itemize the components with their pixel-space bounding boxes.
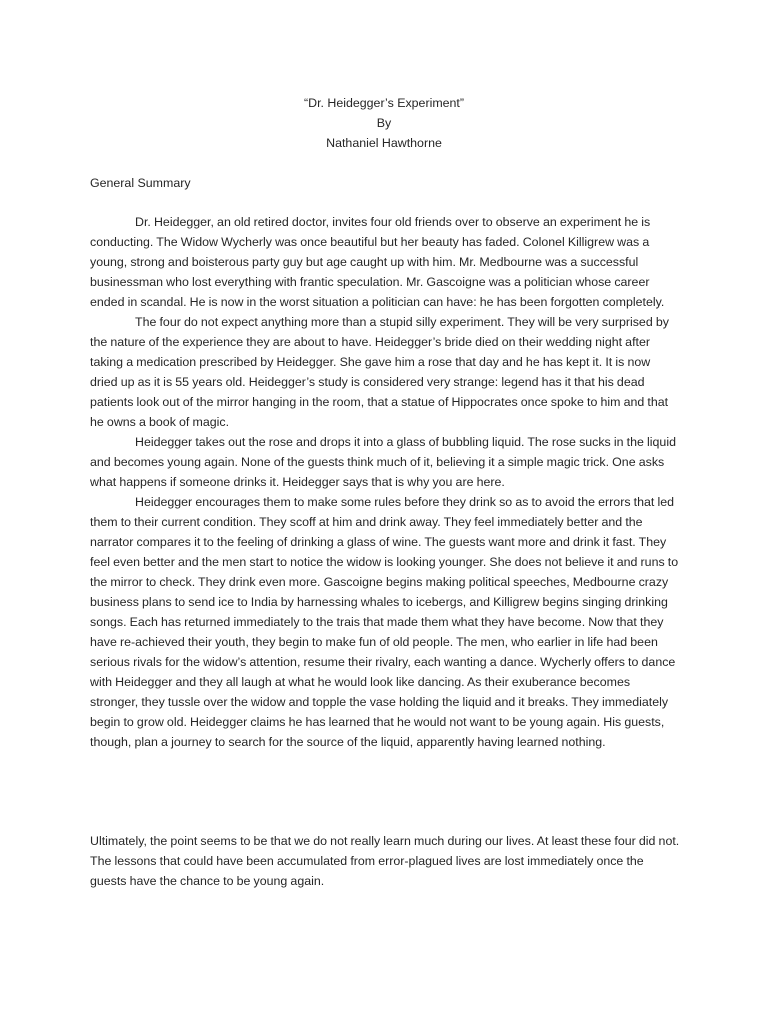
summary-paragraph-3: Heidegger takes out the rose and drops it into a glass of bubbling liquid. The rose sucks in the liquid and becomes young again. None of the guests think much of it, believing it a simple magic trick. One asks what happens if someone drinks it. Heidegger says that is why you are here.: [90, 435, 676, 489]
summary-paragraph-1: Dr. Heidegger, an old retired doctor, invites four old friends over to observe an experiment he is conducting. The Widow Wycherly was once beautiful but her beauty has faded. Colonel Killigrew was a young, strong and boisterous party guy but age caught up with him. Mr. Medbourne was a successful businessman who lost everything with frantic speculation. Mr. Gascoigne was a politician whose career ended in scandal. He is now in the worst situation a politician can have: he has been forgotten completely.: [90, 215, 665, 309]
summary-paragraph-4: Heidegger encourages them to make some rules before they drink so as to avoid the errors that led them to their current condition. They scoff at him and drink away. They feel immediately better and the narrator compares it to the feeling of drinking a glass of wine. The guests want more and drink it fast. They feel even better and the men start to notice the widow is looking younger. She does not believe it and runs to the mirror to check. They drink even more. Gascoigne begins making political speeches, Medbourne crazy business plans to send ice to India by harnessing whales to icebergs, and Killigrew begins singing drinking songs. Each has returned immediately to the trais that made them what they have become. Now that they have re-achieved their youth, they begin to make fun of old people. The men, who earlier in life had been serious rivals for the widow’s attention, resume their rivalry, each wanting a dance. Wycherly offers to dance with Heidegger and they all laugh at what he would look like dancing. As their exuberance becomes stronger, they tussle over the widow and topple the vase holding the liquid and it breaks. They immediately begin to grow old. Heidegger claims he has learned that he would not want to be young again. His guests, though, plan a journey to search for the source of the liquid, apparently having learned nothing.: [90, 495, 679, 749]
section-heading: General Summary: [90, 176, 191, 190]
byline: By: [376, 116, 392, 130]
summary-body: [90, 212, 680, 752]
title-block: [0, 93, 768, 153]
summary-paragraph-2: The four do not expect anything more than a stupid silly experiment. They will be very surprised by the nature of the experience they are about to have. Heidegger’s bride died on their wedding night after taking a medication prescribed by Heidegger. She gave him a rose that day and he has kept it. It is now dried up as it is 55 years old. Heidegger’s study is considered very strange: legend has it that his dead patients look out of the mirror hanging in the room, that a statue of Hippocrates once spoke to him and that he owns a book of magic.: [90, 315, 669, 429]
author-name: Nathaniel Hawthorne: [326, 136, 442, 150]
conclusion-paragraph: Ultimately, the point seems to be that we do not really learn much during our lives. At least these four did not. The lessons that could have been accumulated from error-plagued lives are lost immediately once the guests have the chance to be young again.: [90, 834, 680, 888]
conclusion-block: [90, 831, 680, 891]
document-title: “Dr. Heidegger’s Experiment”: [304, 96, 464, 110]
